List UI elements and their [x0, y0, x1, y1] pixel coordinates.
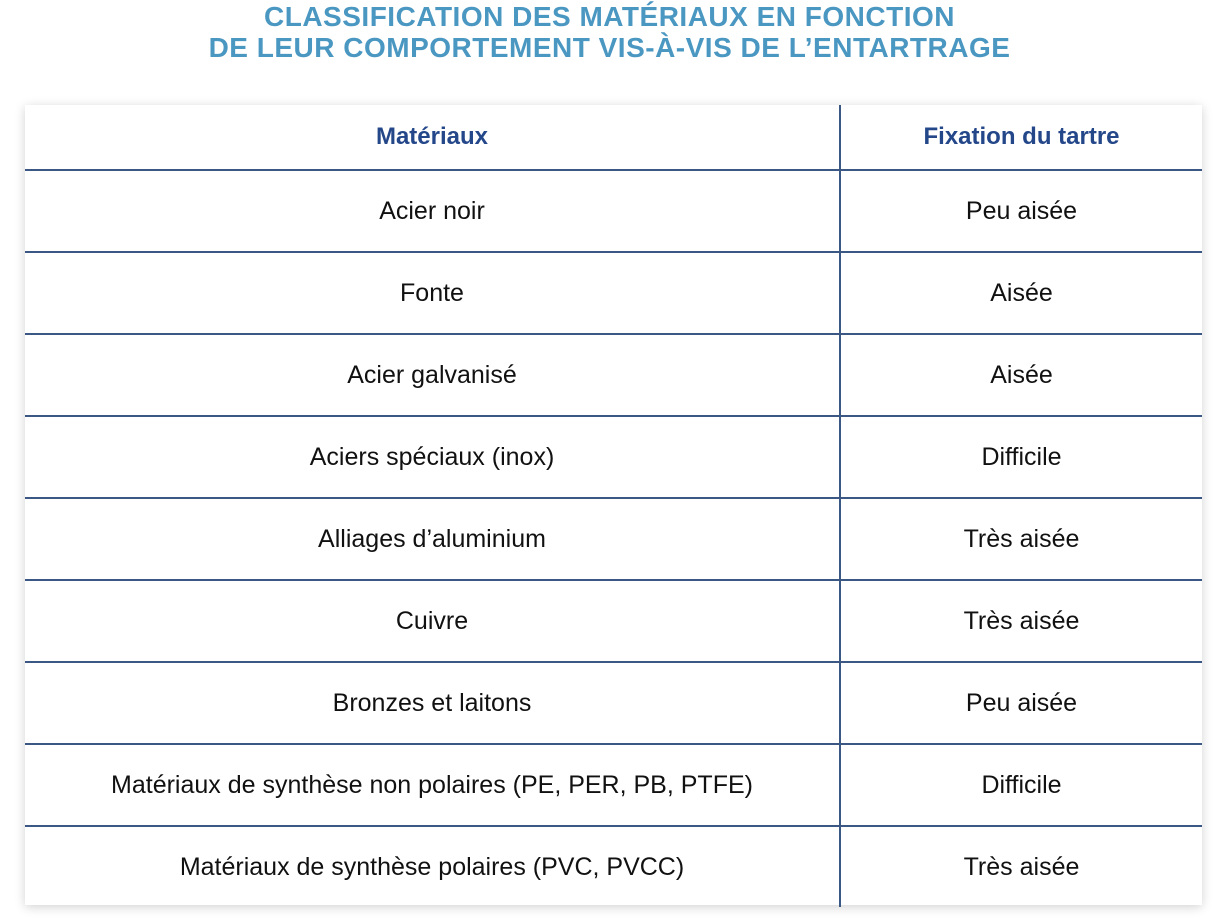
fixation-cell: Difficile: [840, 744, 1202, 826]
fixation-cell: Aisée: [840, 334, 1202, 416]
material-cell: Aciers spéciaux (inox): [25, 416, 840, 498]
fixation-cell: Peu aisée: [840, 662, 1202, 744]
classification-table: [25, 105, 1202, 905]
material-cell: Fonte: [25, 252, 840, 334]
table-row: [25, 252, 1202, 334]
column-header-fixation: Fixation du tartre: [840, 105, 1202, 170]
fixation-cell: Peu aisée: [840, 170, 1202, 252]
page-title: [0, 0, 1219, 63]
title-line-1: CLASSIFICATION DES MATÉRIAUX EN FONCTION: [264, 1, 955, 32]
table-row: [25, 498, 1202, 580]
fixation-cell: Aisée: [840, 252, 1202, 334]
material-cell: Cuivre: [25, 580, 840, 662]
material-cell: Acier noir: [25, 170, 840, 252]
table-row: [25, 580, 1202, 662]
table-row: [25, 826, 1202, 907]
material-cell: Matériaux de synthèse polaires (PVC, PVCC): [25, 826, 840, 907]
table-row: [25, 334, 1202, 416]
table-row: [25, 416, 1202, 498]
table-row: [25, 744, 1202, 826]
fixation-cell: Difficile: [840, 416, 1202, 498]
fixation-cell: Très aisée: [963, 852, 1080, 881]
material-cell: Acier galvanisé: [25, 334, 840, 416]
material-cell: Alliages d’aluminium: [25, 498, 840, 580]
header-row: [25, 105, 1202, 170]
table-row: [25, 170, 1202, 252]
column-header-materiaux: Matériaux: [25, 105, 840, 170]
table-row: [25, 662, 1202, 744]
fixation-cell: Très aisée: [840, 580, 1202, 662]
fixation-cell: Très aisée: [840, 498, 1202, 580]
title-line-2: DE LEUR COMPORTEMENT VIS-À-VIS DE L’ENTARTRAGE: [208, 32, 1011, 63]
material-cell: Matériaux de synthèse non polaires (PE, PER, PB, PTFE): [25, 744, 840, 826]
material-cell: Bronzes et laitons: [25, 662, 840, 744]
